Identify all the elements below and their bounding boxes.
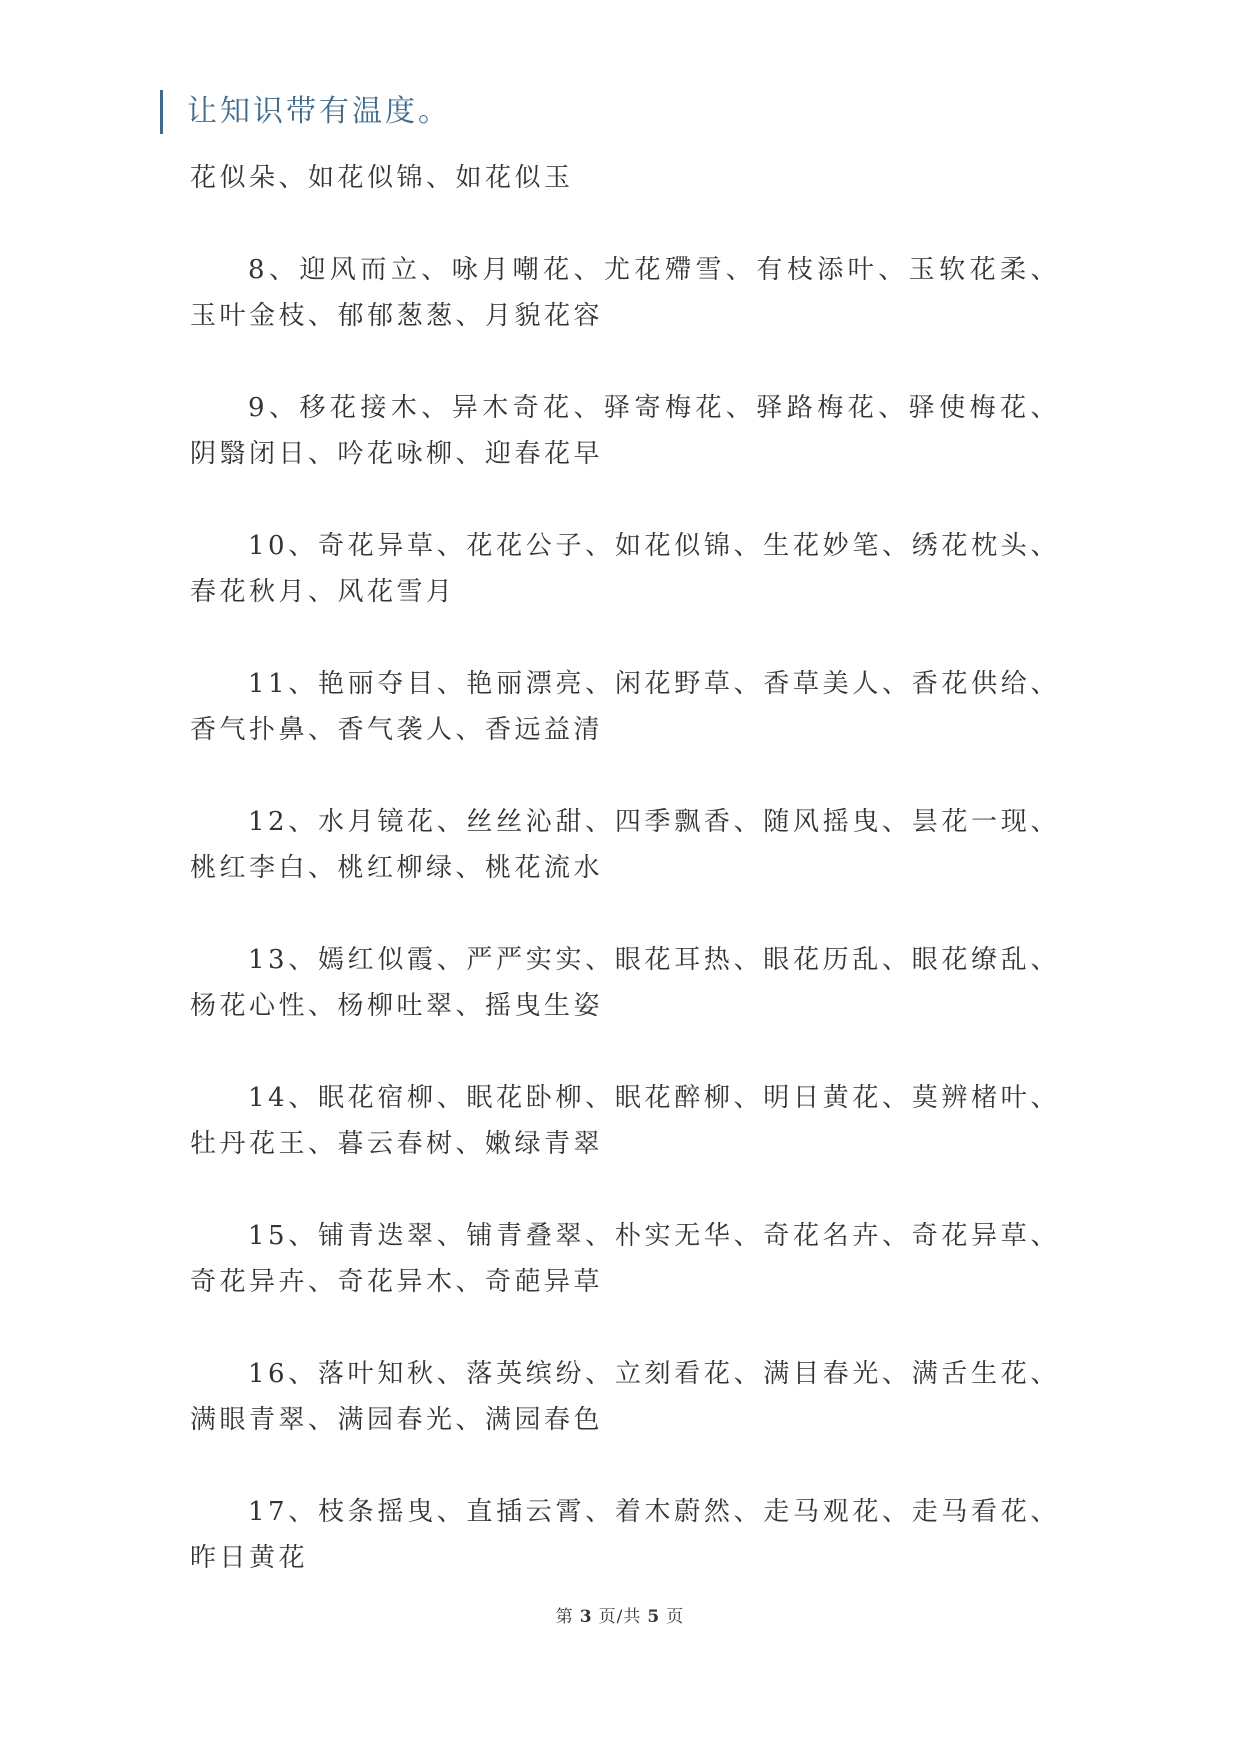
paragraph-item-15: 15、铺青迭翠、铺青叠翠、朴实无华、奇花名卉、奇花异草、奇花异卉、奇花异木、奇葩异草 — [190, 1221, 1060, 1297]
paragraph-item-9: 9、移花接木、异木奇花、驿寄梅花、驿路梅花、驿使梅花、阴翳闭日、吟花咏柳、迎春花早 — [190, 393, 1060, 469]
paragraph-item-12: 12、水月镜花、丝丝沁甜、四季飘香、随风摇曳、昙花一现、桃红李白、桃红柳绿、桃花流水 — [190, 807, 1060, 883]
paragraph-item-11: 11、艳丽夺目、艳丽漂亮、闲花野草、香草美人、香花供给、香气扑鼻、香气袭人、香远益清 — [190, 669, 1060, 745]
paragraph-item-8: 8、迎风而立、咏月嘲花、尤花殢雪、有枝添叶、玉软花柔、玉叶金枝、郁郁葱葱、月貌花容 — [190, 255, 1060, 331]
footer-suffix: 页 — [666, 1607, 685, 1627]
footer-current-page: 3 — [579, 1607, 593, 1627]
page-number-footer — [0, 1602, 1240, 1627]
header-slogan: 让知识带有温度。 — [187, 94, 451, 129]
footer-total-pages: 5 — [647, 1607, 661, 1627]
paragraph-item-17: 17、枝条摇曳、直插云霄、着木蔚然、走马观花、走马看花、昨日黄花 — [190, 1497, 1060, 1573]
footer-middle: 页/共 — [598, 1607, 642, 1627]
paragraph-item-13: 13、嫣红似霞、严严实实、眼花耳热、眼花历乱、眼花缭乱、杨花心性、杨柳吐翠、摇曳生姿 — [190, 945, 1060, 1021]
paragraph-item-10: 10、奇花异草、花花公子、如花似锦、生花妙笔、绣花枕头、春花秋月、风花雪月 — [190, 531, 1060, 607]
paragraph-item-14: 14、眠花宿柳、眠花卧柳、眠花醉柳、明日黄花、莫辨楮叶、牡丹花王、暮云春树、嫩绿青翠 — [190, 1083, 1060, 1159]
footer-prefix: 第 — [555, 1607, 574, 1627]
page-header — [160, 90, 451, 134]
document-body — [190, 155, 1060, 1627]
paragraph-continued: 花似朵、如花似锦、如花似玉 — [190, 163, 574, 193]
header-accent-bar — [160, 90, 163, 134]
paragraph-item-16: 16、落叶知秋、落英缤纷、立刻看花、满目春光、满舌生花、满眼青翠、满园春光、满园春色 — [190, 1359, 1060, 1435]
